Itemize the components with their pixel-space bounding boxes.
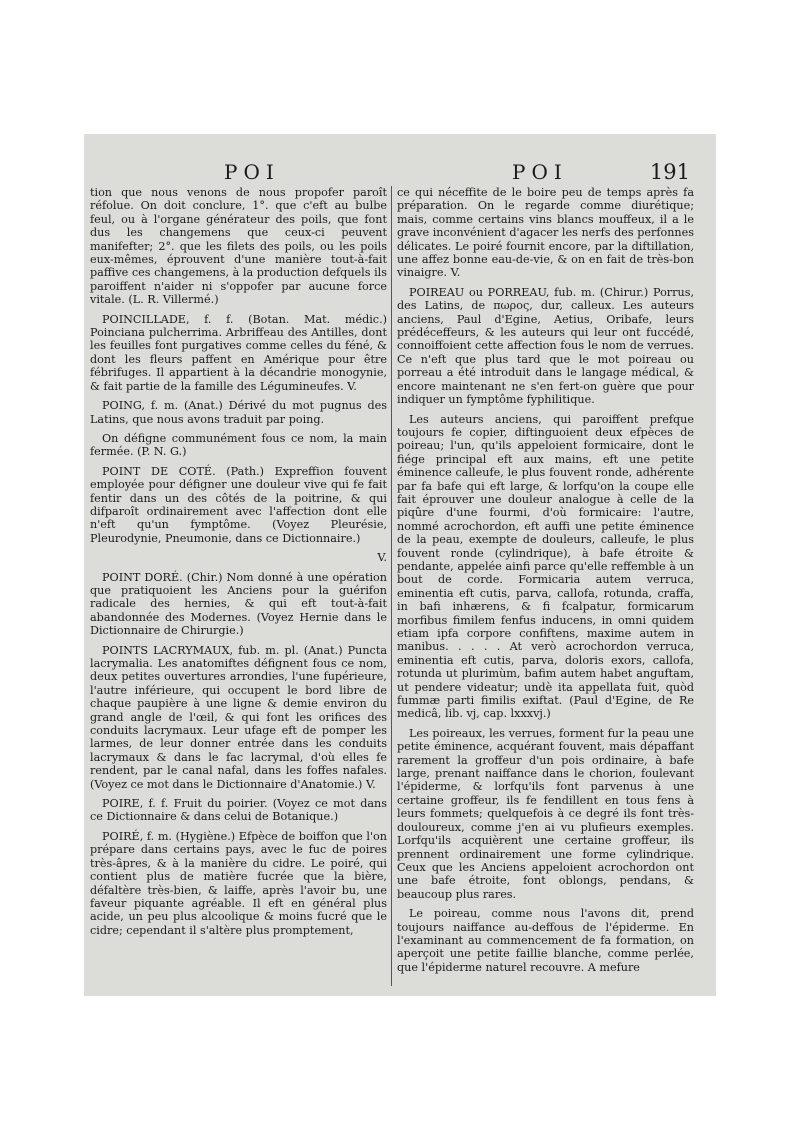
document-page — [84, 134, 716, 996]
page-number: 191 — [649, 160, 690, 184]
paragraph-description: Les poireaux, les verrues, forment fur la peau une petite éminence, acquérant fouvent, mais dépaffant rarement la groffeur d'un pois ordinaire, à bafe large, prenant naiffance dans le chorion, foulevant l'épiderme, & lorfqu'ils font parvenus à une certaine groffeur, ils fe fendillent en tous fens à leurs fommets; quelquefois à ce degré ils font très-douloureux, comme j'en ai vu plufieurs exemples. Lorfqu'ils acquièrent une certaine groffeur, ils prennent ordinairement une forme cylindrique. Ceux que les Anciens appeloient acrochordon ont une bafe étroite, font oblongs, pendans, & beaucoup plus rares. — [397, 726, 694, 901]
entry-poire-drink: POIRÉ, f. m. (Hygiène.) Efpèce de boiffon que l'on prépare dans certains pays, avec le fuc de poires très-âpres, & à la manière du cidre. Le poiré, qui contient plus de matière fucrée que la bière, défaltère très-bien, & laiffe, après l'avoir bu, une faveur piquante agréable. Il eft en général plus acide, un peu plus alcoolique & moins fucré que le cidre; cependant il s'altère plus promptement, — [90, 829, 387, 937]
entry-point-de-cote: POINT DE COTÉ. (Path.) Expreffion fouvent employée pour défigner une douleur vive qui fe fait fentir dans un des côtés de la poitrine, & qui difparoît ordinairement avec l'affection dont elle n'eft qu'un fymptôme. (Voyez Pleurésie, Pleurodynie, Pneumonie, dans ce Dictionnaire.) — [90, 464, 387, 545]
paragraph-continuation-right: ce qui néceffite de le boire peu de temps après fa préparation. On le regarde comme diurétique; mais, comme certains vins blancs mouffeux, il a le grave inconvénient d'agacer les nerfs des perfonnes délicates. Le poiré fournit encore, par la diftillation, une affez bonne eau-de-vie, & on en fait de très-bon vinaigre. V. — [397, 186, 694, 280]
entry-poire: POIRE, f. f. Fruit du poirier. (Voyez ce mot dans ce Dictionnaire & dans celui de Botanique.) — [90, 797, 387, 824]
column-divider — [391, 186, 392, 986]
entry-point-dore: POINT DORÉ. (Chir.) Nom donné à une opération que pratiquoient les Anciens pour la guérifon radicale des hernies, & qui eft tout-à-fait abandonnée des Modernes. (Voyez Hernie dans le Dictionnaire de Chirurgie.) — [90, 570, 387, 638]
right-column — [397, 186, 694, 980]
running-head-right: POI — [512, 160, 568, 184]
paragraph-continuation: tion que nous venons de nous propofer paroît réfolue. On doit conclure, 1°. que c'eft au bulbe feul, ou à l'organe générateur des poils, que font dus les changemens que ceux-ci peuvent manifefter; 2°. que les filets des poils, ou les poils eux-mêmes, éprouvent d'une manière tout-à-fait paffive ces changemens, à la production defquels ils paroiffent n'aider ni s'oppofer par aucune force vitale. (L. R. Villermé.) — [90, 186, 387, 307]
entry-poing: POING, f. m. (Anat.) Dérivé du mot pugnus des Latins, que nous avons traduit par poing. — [90, 399, 387, 426]
running-head-left: POI — [224, 160, 280, 184]
entry-poireau: POIREAU ou PORREAU, fub. m. (Chirur.) Porrus, des Latins, de πωρος, dur, calleux. Les auteurs anciens, Paul d'Egine, Aetius, Oribafe, leurs prédéceffeurs, & les auteurs qui leur ont fuccédé, connoiffoient cette affection fous le nom de verrues. Ce n'eft que plus tard que le mot poireau ou porreau a été introduit dans le langage médical, & encore maintenant ne s'en fert-on guère que pour indiquer un fymptôme fyphilitique. — [397, 285, 694, 407]
left-column — [90, 186, 387, 943]
paragraph-origin: Le poireau, comme nous l'avons dit, prend toujours naiffance au-deffous de l'épiderme. En l'examinant au commencement de fa formation, on aperçoit une petite faillie blanche, comme perlée, que l'épiderme naturel recouvre. A mefure — [397, 907, 694, 974]
entry-poing-def: On défigne communément fous ce nom, la main fermée. (P. N. G.) — [90, 431, 387, 459]
signature-v: V. — [377, 551, 387, 565]
entry-points-lacrymaux: POINTS LACRYMAUX, fub. m. pl. (Anat.) Puncta lacrymalia. Les anatomiftes défignent fous ce nom, deux petites ouvertures arrondies, l'une fupérieure, l'autre inférieure, qui occupent le bord libre de chaque paupière à une ligne & demie environ du grand angle de l'œil, & qui font les orifices des conduits lacrymaux. Leur ufage eft de pomper les larmes, de leur donner entrée dans les conduits lacrymaux & dans le fac lacrymal, d'où elles fe rendent, par le canal nafal, dans les foffes nafales. (Voyez ce mot dans le Dictionnaire d'Anatomie.) V. — [90, 643, 387, 791]
entry-poincillade: POINCILLADE, f. f. (Botan. Mat. médic.) Poinciana pulcherrima. Arbriffeau des Antilles, dont les feuilles font purgatives comme celles du féné, & dont les fleurs paffent en Amérique pour être fébrifuges. Il appartient à la décandrie monogynie, & fait partie de la famille des Légumineufes. V. — [90, 312, 387, 393]
paragraph-ancients: Les auteurs anciens, qui paroiffent prefque toujours fe copier, diftinguoient deux efpèces de poireau; l'un, qu'ils appeloient formicaire, dont le fiége principal eft aux mains, eft une petite éminence calleufe, le plus fouvent ronde, adhérente par fa bafe qui eft large, & lorfqu'on la coupe elle fait éprouver une douleur analogue à celle de la piqûre d'une fourmi, d'où formicaire: l'autre, nommé acrochordon, eft auffi une petite éminence de la peau, exempte de douleurs, calleufe, le plus fouvent ronde (cylindrique), à bafe étroite & pendante, appelée ainfi parce qu'elle reffemble à un bout de corde. Formicaria autem verruca, eminentia eft cutis, parva, callofa, rotunda, craffa, in bafi inhærens, & fi fcalpatur, formicarum morfibus fimilem fenfus inducens, in omni quidem etiam ipfa corpore confiftens, maxime autem in manibus. . . . . At verò acrochordon verruca, eminentia eft cutis, parva, doloris exors, callofa, rotunda ut plurimùm, bafim autem habet anguftam, ut pendere videatur; undè ita appellata fuit, quòd fummæ parti fimilis exiftat. (Paul d'Egine, de Re medicâ, lib. vj, cap. lxxxvj.) — [397, 412, 694, 721]
